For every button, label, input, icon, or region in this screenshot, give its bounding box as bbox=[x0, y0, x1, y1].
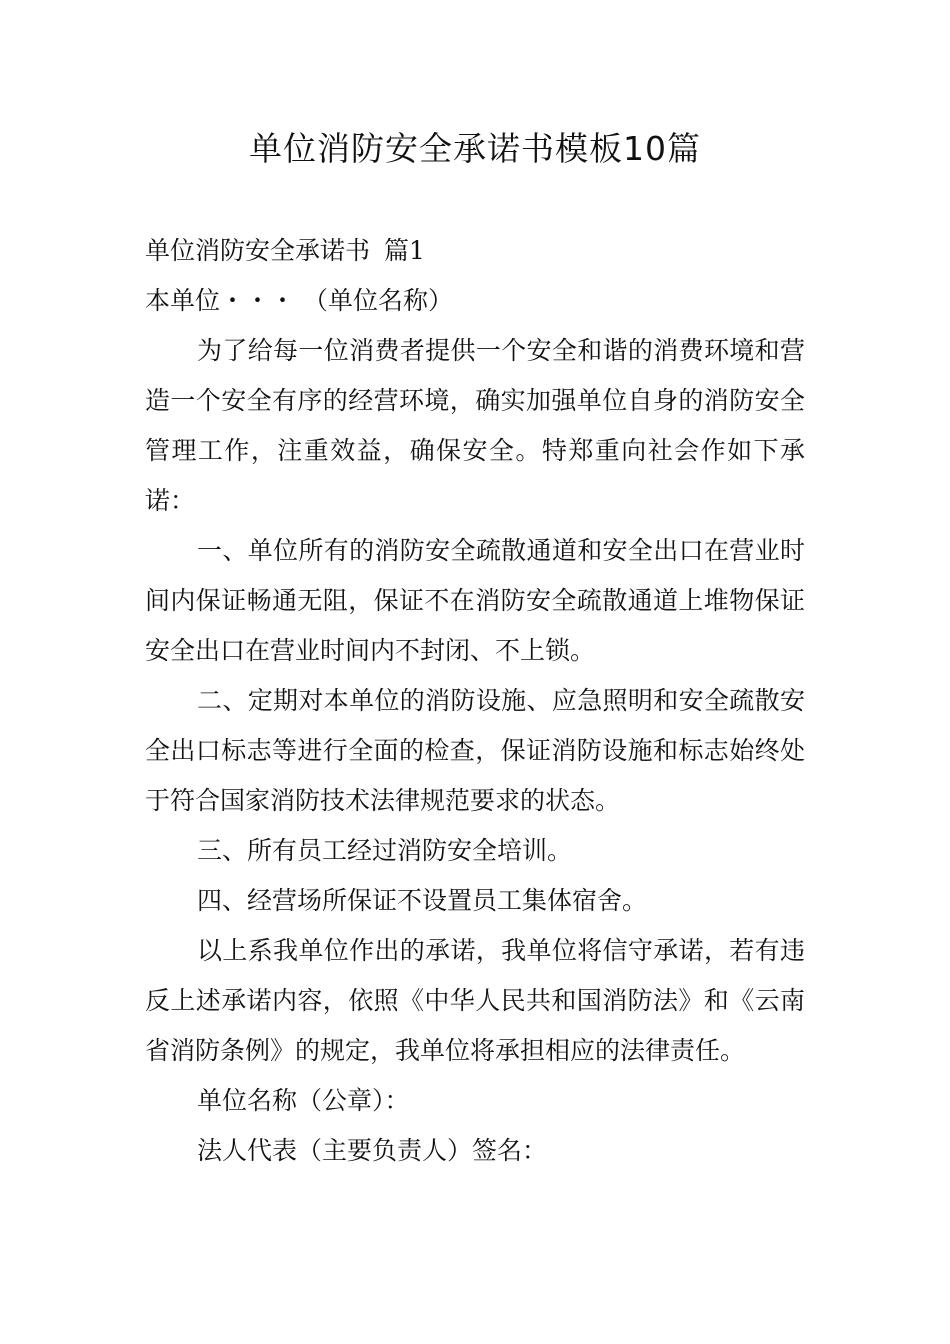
commitment-item-1: 一、单位所有的消防安全疏散通道和安全出口在营业时间内保证畅通无阻，保证不在消防安全疏散通道上堆物保证安全出口在营业时间内不封闭、不上锁。 bbox=[145, 536, 805, 665]
document-body bbox=[145, 226, 805, 1176]
commitment-item-3: 三、所有员工经过消防安全培训。 bbox=[197, 836, 573, 865]
closing-paragraph: 以上系我单位作出的承诺，我单位将信守承诺，若有违反上述承诺内容，依照《中华人民共和国消防法》和《云南省消防条例》的规定，我单位将承担相应的法律责任。 bbox=[145, 936, 805, 1065]
section-number: 篇1 bbox=[384, 236, 425, 265]
unit-line: 本单位・・・ （单位名称） bbox=[145, 286, 453, 315]
commitment-item-2: 二、定期对本单位的消防设施、应急照明和安全疏散安全出口标志等进行全面的检查，保证消防设施和标志始终处于符合国家消防技术法律规范要求的状态。 bbox=[145, 686, 805, 815]
section-heading-text: 单位消防安全承诺书 bbox=[145, 236, 371, 265]
signature-rep-line: 法人代表（主要负责人）签名： bbox=[197, 1136, 548, 1165]
signature-unit-line: 单位名称（公章）： bbox=[197, 1086, 410, 1115]
section-heading bbox=[145, 226, 805, 276]
commitment-item-4: 四、经营场所保证不设置员工集体宿舍。 bbox=[197, 886, 648, 915]
document-title: 单位消防安全承诺书模板10篇 bbox=[249, 129, 701, 168]
intro-paragraph: 为了给每一位消费者提供一个安全和谐的消费环境和营造一个安全有序的经营环境，确实加强单位自身的消防安全管理工作，注重效益，确保安全。特郑重向社会作如下承诺： bbox=[145, 336, 805, 515]
